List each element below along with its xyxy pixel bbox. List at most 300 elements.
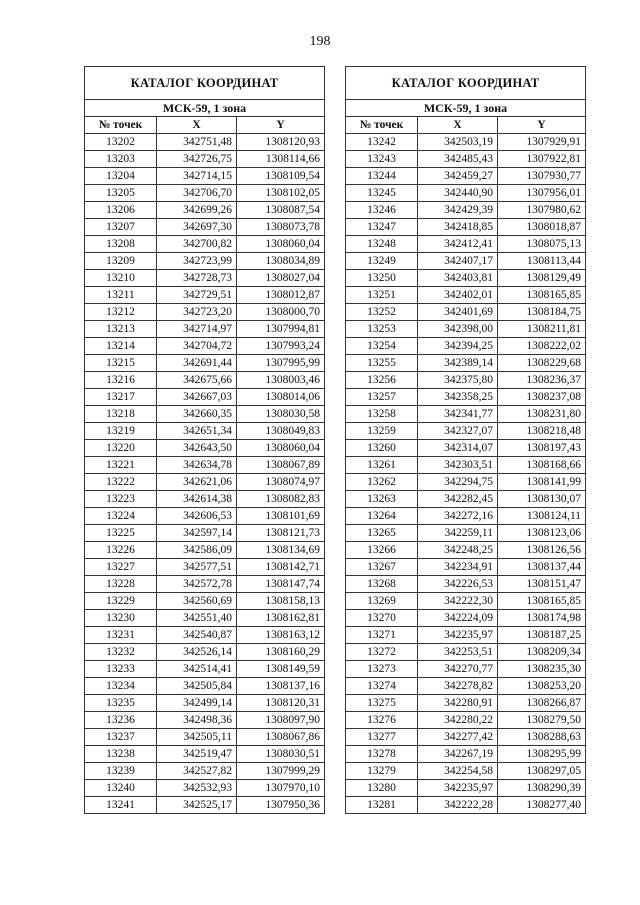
- point-number-cell: 13272: [346, 644, 418, 661]
- y-coordinate-cell: 1308222,02: [498, 338, 586, 355]
- y-coordinate-cell: 1308120,31: [237, 695, 325, 712]
- point-number-cell: 13248: [346, 236, 418, 253]
- y-coordinate-cell: 1307950,36: [237, 797, 325, 814]
- x-coordinate-cell: 342723,99: [157, 253, 237, 270]
- point-number-cell: 13275: [346, 695, 418, 712]
- point-number-cell: 13265: [346, 525, 418, 542]
- column-header-y: Y: [237, 117, 325, 134]
- point-number-cell: 13258: [346, 406, 418, 423]
- x-coordinate-cell: 342401,69: [418, 304, 498, 321]
- point-number-cell: 13262: [346, 474, 418, 491]
- point-number-cell: 13230: [85, 610, 157, 627]
- table-row: [85, 576, 325, 593]
- x-coordinate-cell: 342498,36: [157, 712, 237, 729]
- point-number-cell: 13205: [85, 185, 157, 202]
- y-coordinate-cell: 1308123,06: [498, 525, 586, 542]
- y-coordinate-cell: 1307970,10: [237, 780, 325, 797]
- y-coordinate-cell: 1308014,06: [237, 389, 325, 406]
- table-row: [85, 746, 325, 763]
- x-coordinate-cell: 342259,11: [418, 525, 498, 542]
- table-row: [85, 202, 325, 219]
- y-coordinate-cell: 1308236,37: [498, 372, 586, 389]
- y-coordinate-cell: 1308074,97: [237, 474, 325, 491]
- x-coordinate-cell: 342514,41: [157, 661, 237, 678]
- x-coordinate-cell: 342248,25: [418, 542, 498, 559]
- table-row: [85, 151, 325, 168]
- point-number-cell: 13240: [85, 780, 157, 797]
- point-number-cell: 13278: [346, 746, 418, 763]
- point-number-cell: 13238: [85, 746, 157, 763]
- y-coordinate-cell: 1308067,86: [237, 729, 325, 746]
- table-row: [346, 474, 586, 491]
- table-row: [85, 236, 325, 253]
- table-row: [346, 780, 586, 797]
- y-coordinate-cell: 1308288,63: [498, 729, 586, 746]
- y-coordinate-cell: 1308075,13: [498, 236, 586, 253]
- x-coordinate-cell: 342560,69: [157, 593, 237, 610]
- y-coordinate-cell: 1308174,98: [498, 610, 586, 627]
- point-number-cell: 13251: [346, 287, 418, 304]
- x-coordinate-cell: 342675,66: [157, 372, 237, 389]
- table-body-right: [346, 134, 586, 814]
- x-coordinate-cell: 342402,01: [418, 287, 498, 304]
- y-coordinate-cell: 1308142,71: [237, 559, 325, 576]
- point-number-cell: 13217: [85, 389, 157, 406]
- y-coordinate-cell: 1307994,81: [237, 321, 325, 338]
- x-coordinate-cell: 342551,40: [157, 610, 237, 627]
- x-coordinate-cell: 342706,70: [157, 185, 237, 202]
- table-row: [85, 780, 325, 797]
- table-row: [346, 746, 586, 763]
- x-coordinate-cell: 342699,26: [157, 202, 237, 219]
- y-coordinate-cell: 1308082,83: [237, 491, 325, 508]
- table-row: [346, 304, 586, 321]
- y-coordinate-cell: 1307993,24: [237, 338, 325, 355]
- y-coordinate-cell: 1308027,04: [237, 270, 325, 287]
- y-coordinate-cell: 1307999,29: [237, 763, 325, 780]
- point-number-cell: 13221: [85, 457, 157, 474]
- x-coordinate-cell: 342278,82: [418, 678, 498, 695]
- table-row: [346, 423, 586, 440]
- x-coordinate-cell: 342398,00: [418, 321, 498, 338]
- x-coordinate-cell: 342272,16: [418, 508, 498, 525]
- y-coordinate-cell: 1308290,39: [498, 780, 586, 797]
- x-coordinate-cell: 342505,11: [157, 729, 237, 746]
- point-number-cell: 13249: [346, 253, 418, 270]
- point-number-cell: 13229: [85, 593, 157, 610]
- y-coordinate-cell: 1308165,85: [498, 287, 586, 304]
- table-row: [346, 134, 586, 151]
- point-number-cell: 13213: [85, 321, 157, 338]
- x-coordinate-cell: 342697,30: [157, 219, 237, 236]
- table-row: [85, 321, 325, 338]
- x-coordinate-cell: 342634,78: [157, 457, 237, 474]
- point-number-cell: 13271: [346, 627, 418, 644]
- table-row: [346, 712, 586, 729]
- table-row: [85, 457, 325, 474]
- table-row: [85, 695, 325, 712]
- coordinate-system-label: МСК-59, 1 зона: [346, 100, 586, 117]
- x-coordinate-cell: 342723,20: [157, 304, 237, 321]
- y-coordinate-cell: 1308073,78: [237, 219, 325, 236]
- x-coordinate-cell: 342704,72: [157, 338, 237, 355]
- point-number-cell: 13231: [85, 627, 157, 644]
- y-coordinate-cell: 1308137,44: [498, 559, 586, 576]
- point-number-cell: 13279: [346, 763, 418, 780]
- x-coordinate-cell: 342314,07: [418, 440, 498, 457]
- point-number-cell: 13277: [346, 729, 418, 746]
- table-row: [85, 270, 325, 287]
- table-row: [85, 610, 325, 627]
- x-coordinate-cell: 342614,38: [157, 491, 237, 508]
- table-row: [85, 440, 325, 457]
- y-coordinate-cell: 1308049,83: [237, 423, 325, 440]
- point-number-cell: 13208: [85, 236, 157, 253]
- y-coordinate-cell: 1308295,99: [498, 746, 586, 763]
- table-row: [346, 457, 586, 474]
- y-coordinate-cell: 1307956,01: [498, 185, 586, 202]
- y-coordinate-cell: 1308003,46: [237, 372, 325, 389]
- y-coordinate-cell: 1308030,51: [237, 746, 325, 763]
- table-row: [346, 202, 586, 219]
- y-coordinate-cell: 1308266,87: [498, 695, 586, 712]
- x-coordinate-cell: 342525,17: [157, 797, 237, 814]
- x-coordinate-cell: 342505,84: [157, 678, 237, 695]
- table-row: [85, 627, 325, 644]
- x-coordinate-cell: 342586,09: [157, 542, 237, 559]
- table-row: [346, 321, 586, 338]
- table-row: [346, 661, 586, 678]
- x-coordinate-cell: 342280,22: [418, 712, 498, 729]
- table-row: [346, 491, 586, 508]
- point-number-cell: 13239: [85, 763, 157, 780]
- table-row: [85, 542, 325, 559]
- table-row: [346, 236, 586, 253]
- x-coordinate-cell: 342224,09: [418, 610, 498, 627]
- y-coordinate-cell: 1308120,93: [237, 134, 325, 151]
- y-coordinate-cell: 1308149,59: [237, 661, 325, 678]
- table-row: [346, 219, 586, 236]
- point-number-cell: 13215: [85, 355, 157, 372]
- table-row: [346, 576, 586, 593]
- point-number-cell: 13267: [346, 559, 418, 576]
- y-coordinate-cell: 1308141,99: [498, 474, 586, 491]
- point-number-cell: 13241: [85, 797, 157, 814]
- x-coordinate-cell: 342503,19: [418, 134, 498, 151]
- point-number-cell: 13247: [346, 219, 418, 236]
- y-coordinate-cell: 1308114,66: [237, 151, 325, 168]
- x-coordinate-cell: 342254,58: [418, 763, 498, 780]
- table-row: [85, 253, 325, 270]
- table-row: [346, 695, 586, 712]
- x-coordinate-cell: 342751,48: [157, 134, 237, 151]
- y-coordinate-cell: 1308030,58: [237, 406, 325, 423]
- y-coordinate-cell: 1307995,99: [237, 355, 325, 372]
- x-coordinate-cell: 342280,91: [418, 695, 498, 712]
- point-number-cell: 13210: [85, 270, 157, 287]
- point-number-cell: 13256: [346, 372, 418, 389]
- point-number-cell: 13226: [85, 542, 157, 559]
- table-row: [85, 185, 325, 202]
- y-coordinate-cell: 1308129,49: [498, 270, 586, 287]
- point-number-cell: 13263: [346, 491, 418, 508]
- y-coordinate-cell: 1308067,89: [237, 457, 325, 474]
- table-title: КАТАЛОГ КООРДИНАТ: [346, 67, 586, 100]
- table-row: [346, 440, 586, 457]
- x-coordinate-cell: 342667,03: [157, 389, 237, 406]
- y-coordinate-cell: 1308184,75: [498, 304, 586, 321]
- point-number-cell: 13250: [346, 270, 418, 287]
- table-row: [346, 797, 586, 814]
- point-number-cell: 13218: [85, 406, 157, 423]
- x-coordinate-cell: 342394,25: [418, 338, 498, 355]
- table-row: [346, 270, 586, 287]
- x-coordinate-cell: 342527,82: [157, 763, 237, 780]
- y-coordinate-cell: 1308126,56: [498, 542, 586, 559]
- y-coordinate-cell: 1308113,44: [498, 253, 586, 270]
- x-coordinate-cell: 342714,97: [157, 321, 237, 338]
- point-number-cell: 13273: [346, 661, 418, 678]
- y-coordinate-cell: 1308101,69: [237, 508, 325, 525]
- point-number-cell: 13268: [346, 576, 418, 593]
- point-number-cell: 13234: [85, 678, 157, 695]
- table-row: [85, 219, 325, 236]
- table-row: [85, 661, 325, 678]
- point-number-cell: 13243: [346, 151, 418, 168]
- table-row: [85, 797, 325, 814]
- point-number-cell: 13207: [85, 219, 157, 236]
- point-number-cell: 13220: [85, 440, 157, 457]
- y-coordinate-cell: 1308121,73: [237, 525, 325, 542]
- point-number-cell: 13254: [346, 338, 418, 355]
- point-number-cell: 13225: [85, 525, 157, 542]
- table-row: [85, 372, 325, 389]
- point-number-cell: 13257: [346, 389, 418, 406]
- y-coordinate-cell: 1308279,50: [498, 712, 586, 729]
- y-coordinate-cell: 1307980,62: [498, 202, 586, 219]
- y-coordinate-cell: 1308102,05: [237, 185, 325, 202]
- table-row: [85, 525, 325, 542]
- x-coordinate-cell: 342519,47: [157, 746, 237, 763]
- y-coordinate-cell: 1308124,11: [498, 508, 586, 525]
- point-number-cell: 13233: [85, 661, 157, 678]
- point-number-cell: 13222: [85, 474, 157, 491]
- x-coordinate-cell: 342294,75: [418, 474, 498, 491]
- x-coordinate-cell: 342660,35: [157, 406, 237, 423]
- table-row: [85, 729, 325, 746]
- point-number-cell: 13227: [85, 559, 157, 576]
- x-coordinate-cell: 342643,50: [157, 440, 237, 457]
- table-row: [85, 644, 325, 661]
- x-coordinate-cell: 342270,77: [418, 661, 498, 678]
- x-coordinate-cell: 342700,82: [157, 236, 237, 253]
- point-number-cell: 13228: [85, 576, 157, 593]
- table-row: [85, 491, 325, 508]
- y-coordinate-cell: 1308209,34: [498, 644, 586, 661]
- x-coordinate-cell: 342729,51: [157, 287, 237, 304]
- column-header-point: № точек: [346, 117, 418, 134]
- table-row: [85, 304, 325, 321]
- x-coordinate-cell: 342418,85: [418, 219, 498, 236]
- table-row: [346, 729, 586, 746]
- x-coordinate-cell: 342540,87: [157, 627, 237, 644]
- x-coordinate-cell: 342282,45: [418, 491, 498, 508]
- x-coordinate-cell: 342429,39: [418, 202, 498, 219]
- y-coordinate-cell: 1308218,48: [498, 423, 586, 440]
- x-coordinate-cell: 342234,91: [418, 559, 498, 576]
- y-coordinate-cell: 1308165,85: [498, 593, 586, 610]
- y-coordinate-cell: 1308158,13: [237, 593, 325, 610]
- point-number-cell: 13224: [85, 508, 157, 525]
- point-number-cell: 13237: [85, 729, 157, 746]
- x-coordinate-cell: 342226,53: [418, 576, 498, 593]
- y-coordinate-cell: 1308211,81: [498, 321, 586, 338]
- column-header-y: Y: [498, 117, 586, 134]
- table-body-left: [85, 134, 325, 814]
- x-coordinate-cell: 342532,93: [157, 780, 237, 797]
- point-number-cell: 13212: [85, 304, 157, 321]
- x-coordinate-cell: 342303,51: [418, 457, 498, 474]
- y-coordinate-cell: 1308163,12: [237, 627, 325, 644]
- y-coordinate-cell: 1308134,69: [237, 542, 325, 559]
- point-number-cell: 13261: [346, 457, 418, 474]
- point-number-cell: 13276: [346, 712, 418, 729]
- x-coordinate-cell: 342341,77: [418, 406, 498, 423]
- y-coordinate-cell: 1308162,81: [237, 610, 325, 627]
- point-number-cell: 13264: [346, 508, 418, 525]
- point-number-cell: 13204: [85, 168, 157, 185]
- table-row: [85, 593, 325, 610]
- table-row: [346, 593, 586, 610]
- x-coordinate-cell: 342235,97: [418, 780, 498, 797]
- table-row: [346, 644, 586, 661]
- table-row: [85, 355, 325, 372]
- table-row: [346, 253, 586, 270]
- point-number-cell: 13259: [346, 423, 418, 440]
- y-coordinate-cell: 1308237,08: [498, 389, 586, 406]
- table-row: [85, 406, 325, 423]
- x-coordinate-cell: 342459,27: [418, 168, 498, 185]
- y-coordinate-cell: 1308012,87: [237, 287, 325, 304]
- point-number-cell: 13209: [85, 253, 157, 270]
- table-row: [85, 389, 325, 406]
- table-row: [346, 372, 586, 389]
- x-coordinate-cell: 342572,78: [157, 576, 237, 593]
- y-coordinate-cell: 1308060,04: [237, 236, 325, 253]
- point-number-cell: 13232: [85, 644, 157, 661]
- point-number-cell: 13206: [85, 202, 157, 219]
- y-coordinate-cell: 1308130,07: [498, 491, 586, 508]
- x-coordinate-cell: 342714,15: [157, 168, 237, 185]
- y-coordinate-cell: 1307929,91: [498, 134, 586, 151]
- table-row: [346, 185, 586, 202]
- table-row: [85, 763, 325, 780]
- x-coordinate-cell: 342526,14: [157, 644, 237, 661]
- table-row: [346, 763, 586, 780]
- x-coordinate-cell: 342691,44: [157, 355, 237, 372]
- y-coordinate-cell: 1308160,29: [237, 644, 325, 661]
- table-row: [346, 627, 586, 644]
- y-coordinate-cell: 1308253,20: [498, 678, 586, 695]
- x-coordinate-cell: 342412,41: [418, 236, 498, 253]
- y-coordinate-cell: 1308297,05: [498, 763, 586, 780]
- point-number-cell: 13281: [346, 797, 418, 814]
- x-coordinate-cell: 342222,30: [418, 593, 498, 610]
- point-number-cell: 13223: [85, 491, 157, 508]
- point-number-cell: 13255: [346, 355, 418, 372]
- y-coordinate-cell: 1307922,81: [498, 151, 586, 168]
- y-coordinate-cell: 1308087,54: [237, 202, 325, 219]
- point-number-cell: 13219: [85, 423, 157, 440]
- y-coordinate-cell: 1308109,54: [237, 168, 325, 185]
- x-coordinate-cell: 342621,06: [157, 474, 237, 491]
- y-coordinate-cell: 1308034,89: [237, 253, 325, 270]
- table-row: [85, 474, 325, 491]
- y-coordinate-cell: 1308147,74: [237, 576, 325, 593]
- x-coordinate-cell: 342358,25: [418, 389, 498, 406]
- x-coordinate-cell: 342726,75: [157, 151, 237, 168]
- x-coordinate-cell: 342606,53: [157, 508, 237, 525]
- point-number-cell: 13211: [85, 287, 157, 304]
- point-number-cell: 13236: [85, 712, 157, 729]
- coordinate-table-right: [345, 66, 586, 814]
- table-row: [85, 712, 325, 729]
- table-row: [85, 559, 325, 576]
- x-coordinate-cell: 342277,42: [418, 729, 498, 746]
- x-coordinate-cell: 342327,07: [418, 423, 498, 440]
- x-coordinate-cell: 342222,28: [418, 797, 498, 814]
- y-coordinate-cell: 1308235,30: [498, 661, 586, 678]
- x-coordinate-cell: 342375,80: [418, 372, 498, 389]
- point-number-cell: 13270: [346, 610, 418, 627]
- table-row: [85, 168, 325, 185]
- table-row: [85, 338, 325, 355]
- y-coordinate-cell: 1308137,16: [237, 678, 325, 695]
- table-row: [346, 610, 586, 627]
- y-coordinate-cell: 1308000,70: [237, 304, 325, 321]
- table-row: [346, 542, 586, 559]
- x-coordinate-cell: 342577,51: [157, 559, 237, 576]
- coordinate-system-label: МСК-59, 1 зона: [85, 100, 325, 117]
- table-row: [346, 151, 586, 168]
- y-coordinate-cell: 1308060,04: [237, 440, 325, 457]
- table-row: [346, 525, 586, 542]
- table-title: КАТАЛОГ КООРДИНАТ: [85, 67, 325, 100]
- table-row: [346, 168, 586, 185]
- x-coordinate-cell: 342499,14: [157, 695, 237, 712]
- point-number-cell: 13253: [346, 321, 418, 338]
- x-coordinate-cell: 342728,73: [157, 270, 237, 287]
- point-number-cell: 13252: [346, 304, 418, 321]
- table-row: [346, 508, 586, 525]
- coordinate-table-left: [84, 66, 325, 814]
- column-header-point: № точек: [85, 117, 157, 134]
- point-number-cell: 13244: [346, 168, 418, 185]
- x-coordinate-cell: 342651,34: [157, 423, 237, 440]
- y-coordinate-cell: 1308197,43: [498, 440, 586, 457]
- table-row: [346, 338, 586, 355]
- point-number-cell: 13216: [85, 372, 157, 389]
- point-number-cell: 13202: [85, 134, 157, 151]
- point-number-cell: 13266: [346, 542, 418, 559]
- point-number-cell: 13269: [346, 593, 418, 610]
- y-coordinate-cell: 1308018,87: [498, 219, 586, 236]
- point-number-cell: 13260: [346, 440, 418, 457]
- x-coordinate-cell: 342403,81: [418, 270, 498, 287]
- x-coordinate-cell: 342389,14: [418, 355, 498, 372]
- page-number: 198: [309, 34, 331, 49]
- x-coordinate-cell: 342267,19: [418, 746, 498, 763]
